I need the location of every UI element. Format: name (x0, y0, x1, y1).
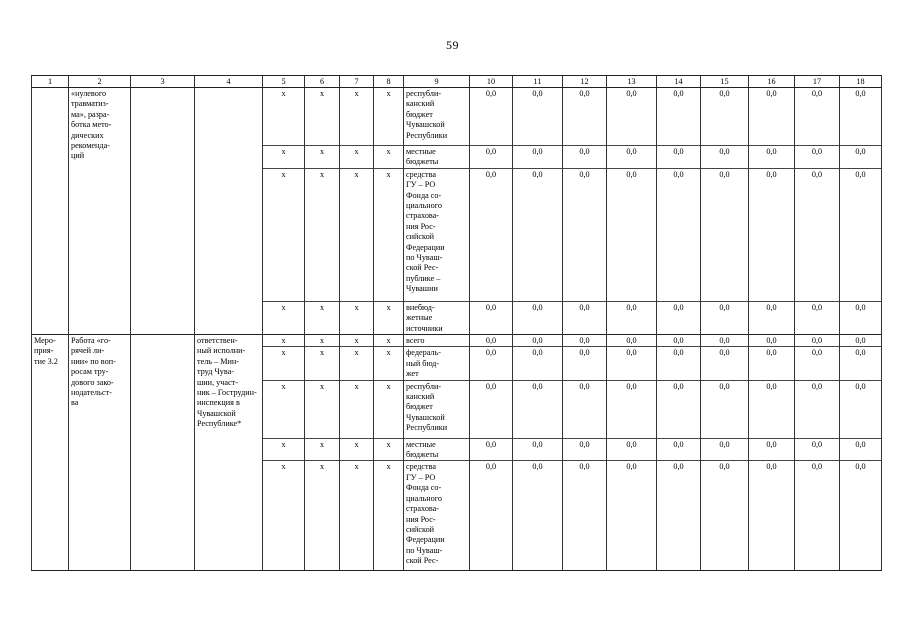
event-description-line: дового зако- (71, 377, 114, 387)
funding-source-line: Чувашской (406, 412, 445, 422)
funding-source-line: ГУ – РО (406, 180, 436, 190)
value-cell: 0,0 (470, 88, 513, 146)
value-cell: 0,0 (840, 347, 882, 380)
value-cell: 0,0 (513, 146, 563, 169)
x-mark-cell: х (374, 168, 404, 301)
event-description-line: ботка мето- (71, 120, 112, 130)
value-cell: 0,0 (795, 380, 840, 438)
value-cell: 0,0 (840, 335, 882, 347)
funding-source-line: Фонда со- (406, 190, 442, 200)
value-cell: 0,0 (749, 301, 795, 334)
x-mark-cell: х (374, 347, 404, 380)
value-cell: 0,0 (563, 146, 607, 169)
column-header-3: 3 (131, 76, 195, 88)
value-cell: 0,0 (513, 461, 563, 571)
x-mark-cell: х (263, 146, 305, 169)
executor-cell (195, 88, 263, 335)
x-mark-cell: х (263, 168, 305, 301)
event-description-line: травматиз- (71, 99, 109, 109)
funding-source-line: республи- (406, 381, 442, 391)
value-cell: 0,0 (470, 168, 513, 301)
x-mark-cell: х (374, 438, 404, 461)
value-cell: 0,0 (795, 335, 840, 347)
value-cell: 0,0 (701, 347, 749, 380)
column-header-6: 6 (305, 76, 340, 88)
value-cell: 0,0 (840, 380, 882, 438)
column-header-12: 12 (563, 76, 607, 88)
value-cell: 0,0 (795, 347, 840, 380)
column-header-4: 4 (195, 76, 263, 88)
value-cell: 0,0 (657, 301, 701, 334)
event-description-line: дических (71, 130, 104, 140)
value-cell: 0,0 (795, 438, 840, 461)
funding-source (404, 438, 470, 461)
value-cell: 0,0 (470, 438, 513, 461)
value-cell: 0,0 (513, 438, 563, 461)
x-mark-cell: х (305, 380, 340, 438)
funding-source-line: ный бюд- (406, 358, 440, 368)
value-cell: 0,0 (657, 461, 701, 571)
event-description-line: Работа «го- (71, 336, 111, 346)
x-mark-cell: х (340, 347, 374, 380)
value-cell: 0,0 (563, 168, 607, 301)
funding-source (404, 168, 470, 301)
event-description (69, 335, 131, 571)
funding-source-line: по Чуваш- (406, 253, 443, 263)
funding-source-line: Республики (406, 130, 448, 140)
value-cell: 0,0 (657, 168, 701, 301)
value-cell: 0,0 (795, 88, 840, 146)
value-cell: 0,0 (795, 301, 840, 334)
x-mark-cell: х (305, 438, 340, 461)
event-number-line: прия- (34, 346, 54, 356)
x-mark-cell: х (374, 380, 404, 438)
value-cell: 0,0 (657, 438, 701, 461)
x-mark-cell: х (305, 88, 340, 146)
x-mark-cell: х (263, 347, 305, 380)
funding-source (404, 335, 470, 347)
value-cell: 0,0 (563, 88, 607, 146)
funding-source-line: Республики (406, 423, 448, 433)
x-mark-cell: х (340, 88, 374, 146)
funding-source-line: источники (406, 323, 443, 333)
funding-source-line: местные (406, 439, 436, 449)
column-header-11: 11 (513, 76, 563, 88)
value-cell: 0,0 (701, 335, 749, 347)
responsible-executor-line: Республике* (197, 419, 242, 429)
funding-source-line: Чувашской (406, 120, 445, 130)
event-description-line: «нулевого (71, 89, 107, 98)
funding-source-line: ГУ – РО (406, 472, 436, 482)
funding-source-line: ской Рес- (406, 556, 439, 566)
value-cell: 0,0 (749, 438, 795, 461)
value-cell: 0,0 (513, 347, 563, 380)
column-header-1: 1 (32, 76, 69, 88)
funding-source-line: жет (406, 369, 419, 379)
value-cell: 0,0 (470, 335, 513, 347)
responsible-executor (195, 335, 263, 571)
funding-source-line: бюджет (406, 402, 433, 412)
responsible-executor-line: ный исполни- (197, 346, 246, 356)
x-mark-cell: х (305, 461, 340, 571)
x-mark-cell: х (374, 301, 404, 334)
event-number-line: Меро- (34, 336, 56, 346)
value-cell: 0,0 (470, 347, 513, 380)
funding-source-line: бюджеты (406, 157, 439, 167)
value-cell: 0,0 (563, 438, 607, 461)
program-cell (131, 335, 195, 571)
funding-source-line: публике – (406, 273, 441, 283)
value-cell: 0,0 (840, 438, 882, 461)
funding-source-line: канский (406, 392, 435, 402)
funding-source-line: Федерации (406, 242, 445, 252)
value-cell: 0,0 (657, 88, 701, 146)
value-cell: 0,0 (470, 301, 513, 334)
x-mark-cell: х (340, 438, 374, 461)
responsible-executor-line: ник – Гострудин- (197, 388, 257, 398)
x-mark-cell: х (340, 301, 374, 334)
column-header-5: 5 (263, 76, 305, 88)
responsible-executor-line: шии, участ- (197, 377, 238, 387)
value-cell: 0,0 (701, 380, 749, 438)
value-cell: 0,0 (607, 461, 657, 571)
value-cell: 0,0 (840, 88, 882, 146)
responsible-executor-line: Чувашской (197, 408, 236, 418)
value-cell: 0,0 (563, 380, 607, 438)
value-cell: 0,0 (749, 461, 795, 571)
value-cell: 0,0 (513, 335, 563, 347)
event-description (69, 88, 131, 335)
event-description-line: рекоменда- (71, 141, 110, 151)
funding-source-line: бюджет (406, 109, 433, 119)
x-mark-cell: х (340, 146, 374, 169)
x-mark-cell: х (340, 335, 374, 347)
value-cell: 0,0 (657, 380, 701, 438)
value-cell: 0,0 (607, 146, 657, 169)
value-cell: 0,0 (607, 335, 657, 347)
x-mark-cell: х (374, 88, 404, 146)
funding-source-line: бюджеты (406, 450, 439, 460)
value-cell: 0,0 (749, 347, 795, 380)
funding-source-line: Фонда со- (406, 483, 442, 493)
value-cell: 0,0 (470, 146, 513, 169)
funding-source-line: сийской (406, 524, 435, 534)
x-mark-cell: х (305, 347, 340, 380)
value-cell: 0,0 (563, 301, 607, 334)
funding-source-line: страхова- (406, 211, 440, 221)
funding-source (404, 380, 470, 438)
x-mark-cell: х (263, 438, 305, 461)
value-cell: 0,0 (749, 146, 795, 169)
value-cell: 0,0 (701, 168, 749, 301)
table-body (32, 76, 882, 571)
event-number-cell (32, 88, 69, 335)
funding-source (404, 461, 470, 571)
funding-source-line: по Чуваш- (406, 545, 443, 555)
funding-source-line: федераль- (406, 348, 441, 358)
column-header-17: 17 (795, 76, 840, 88)
funding-source-line: циального (406, 201, 443, 211)
value-cell: 0,0 (795, 461, 840, 571)
event-description-line: нии» по воп- (71, 356, 116, 366)
column-header-15: 15 (701, 76, 749, 88)
value-cell: 0,0 (749, 168, 795, 301)
x-mark-cell: х (263, 335, 305, 347)
funding-source-line: республи- (406, 89, 442, 98)
funding-source-line: страхова- (406, 504, 440, 514)
event-description-line: ма», разра- (71, 109, 110, 119)
value-cell: 0,0 (749, 335, 795, 347)
x-mark-cell: х (305, 146, 340, 169)
funding-source-line: сийской (406, 232, 435, 242)
funding-source (404, 301, 470, 334)
x-mark-cell: х (305, 335, 340, 347)
x-mark-cell: х (305, 168, 340, 301)
value-cell: 0,0 (840, 168, 882, 301)
value-cell: 0,0 (607, 168, 657, 301)
budget-table (31, 75, 882, 571)
funding-source-line: Федерации (406, 535, 445, 545)
value-cell: 0,0 (840, 461, 882, 571)
x-mark-cell: х (263, 380, 305, 438)
responsible-executor-line: ответствен- (197, 336, 238, 346)
value-cell: 0,0 (607, 438, 657, 461)
funding-source-line: ской Рес- (406, 263, 439, 273)
funding-source-line: циального (406, 493, 443, 503)
value-cell: 0,0 (701, 88, 749, 146)
x-mark-cell: х (263, 461, 305, 571)
x-mark-cell: х (263, 88, 305, 146)
column-header-18: 18 (840, 76, 882, 88)
funding-source (404, 88, 470, 146)
event-description-line: ва (71, 398, 79, 408)
value-cell: 0,0 (470, 461, 513, 571)
page-number: 59 (446, 38, 459, 52)
value-cell: 0,0 (795, 146, 840, 169)
value-cell: 0,0 (657, 146, 701, 169)
value-cell: 0,0 (795, 168, 840, 301)
value-cell: 0,0 (513, 380, 563, 438)
table-row (32, 335, 882, 347)
x-mark-cell: х (374, 335, 404, 347)
value-cell: 0,0 (607, 347, 657, 380)
value-cell: 0,0 (513, 301, 563, 334)
x-mark-cell: х (340, 461, 374, 571)
column-header-10: 10 (470, 76, 513, 88)
program-cell (131, 88, 195, 335)
column-header-16: 16 (749, 76, 795, 88)
column-header-13: 13 (607, 76, 657, 88)
value-cell: 0,0 (563, 347, 607, 380)
event-description-line: ций (71, 151, 85, 161)
funding-source-line: средства (406, 169, 437, 179)
value-cell: 0,0 (701, 146, 749, 169)
funding-source-line: канский (406, 99, 435, 109)
funding-source-line: ния Рос- (406, 221, 436, 231)
funding-source-line: средства (406, 462, 437, 472)
column-header-9: 9 (404, 76, 470, 88)
x-mark-cell: х (340, 380, 374, 438)
funding-source-line: ния Рос- (406, 514, 436, 524)
value-cell: 0,0 (657, 347, 701, 380)
value-cell: 0,0 (607, 301, 657, 334)
event-description-line: нодательст- (71, 388, 112, 398)
value-cell: 0,0 (701, 438, 749, 461)
x-mark-cell: х (340, 168, 374, 301)
value-cell: 0,0 (840, 146, 882, 169)
column-header-7: 7 (340, 76, 374, 88)
value-cell: 0,0 (701, 301, 749, 334)
funding-source (404, 146, 470, 169)
value-cell: 0,0 (470, 380, 513, 438)
x-mark-cell: х (374, 461, 404, 571)
funding-source-line: всего (406, 336, 425, 346)
funding-source-line: местные (406, 147, 436, 156)
x-mark-cell: х (263, 301, 305, 334)
column-header-2: 2 (69, 76, 131, 88)
value-cell: 0,0 (513, 88, 563, 146)
funding-source (404, 347, 470, 380)
funding-source-line: внебюд- (406, 302, 435, 312)
event-number-line: тие 3.2 (34, 356, 58, 366)
x-mark-cell: х (374, 146, 404, 169)
value-cell: 0,0 (563, 335, 607, 347)
column-header-8: 8 (374, 76, 404, 88)
value-cell: 0,0 (607, 88, 657, 146)
value-cell: 0,0 (657, 335, 701, 347)
funding-source-line: жетные (406, 313, 433, 323)
value-cell: 0,0 (749, 88, 795, 146)
funding-source-line: Чувашии (406, 284, 438, 294)
table-header-row (32, 76, 882, 88)
column-header-14: 14 (657, 76, 701, 88)
x-mark-cell: х (305, 301, 340, 334)
table-row (32, 88, 882, 146)
responsible-executor-line: инспекция в (197, 398, 240, 408)
value-cell: 0,0 (563, 461, 607, 571)
responsible-executor-line: труд Чува- (197, 367, 234, 377)
value-cell: 0,0 (701, 461, 749, 571)
responsible-executor-line: тель – Мин- (197, 356, 239, 366)
value-cell: 0,0 (607, 380, 657, 438)
event-number (32, 335, 69, 571)
value-cell: 0,0 (749, 380, 795, 438)
event-description-line: росам тру- (71, 367, 109, 377)
value-cell: 0,0 (513, 168, 563, 301)
value-cell: 0,0 (840, 301, 882, 334)
event-description-line: рячей ли- (71, 346, 105, 356)
